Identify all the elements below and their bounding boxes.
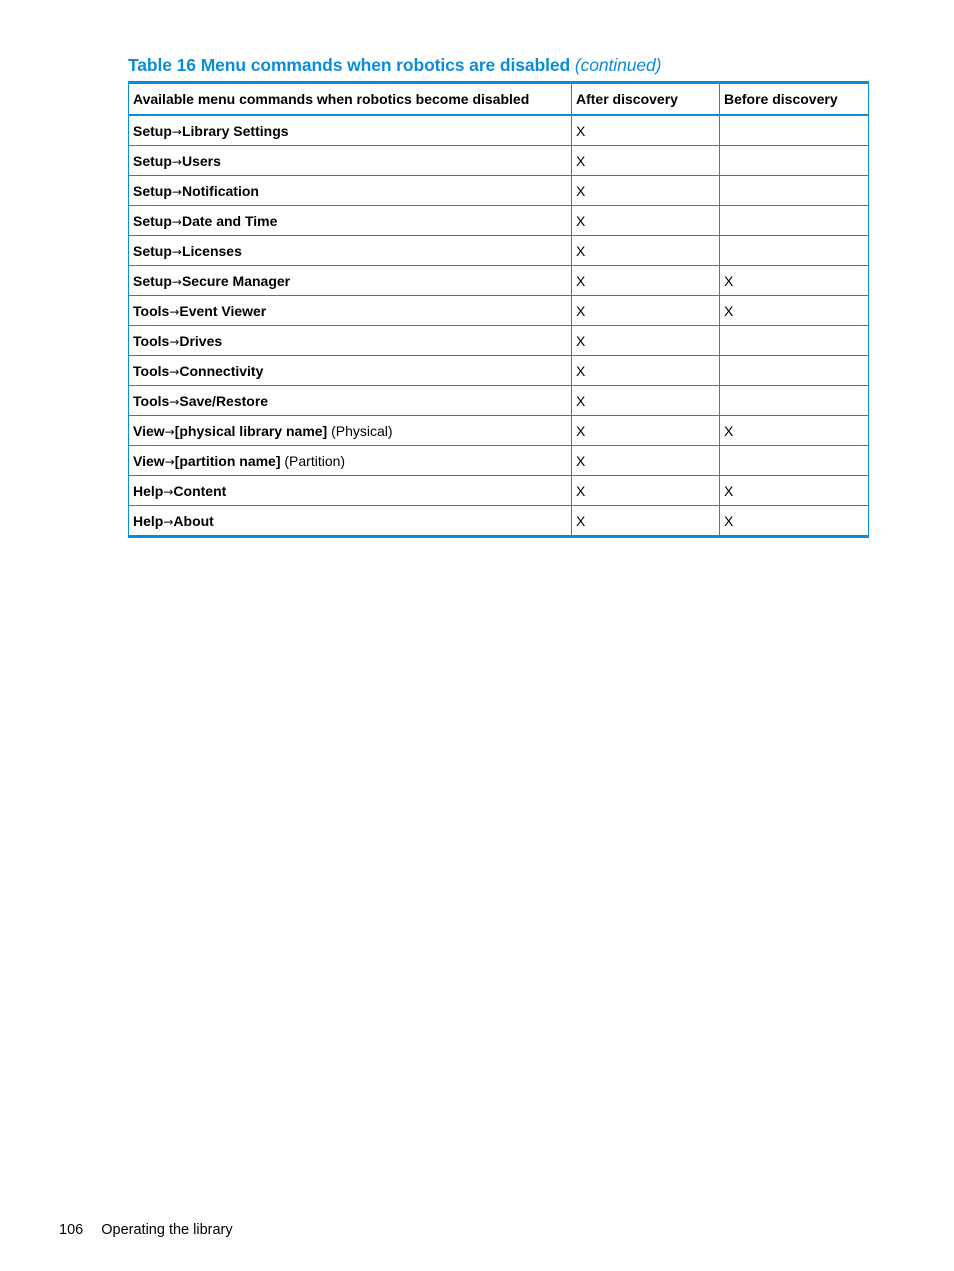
arrow-icon: → xyxy=(169,394,180,409)
before-discovery-cell xyxy=(720,356,869,386)
arrow-icon: → xyxy=(171,244,182,259)
table-row xyxy=(129,176,869,206)
before-discovery-cell xyxy=(720,326,869,356)
table-row xyxy=(129,296,869,326)
table-row xyxy=(129,115,869,146)
command-cell xyxy=(129,115,572,146)
arrow-icon: → xyxy=(171,214,182,229)
command-cell xyxy=(129,446,572,476)
table-row xyxy=(129,506,869,537)
command-item: [partition name] xyxy=(174,452,281,469)
command-item: Library Settings xyxy=(181,122,289,139)
command-item: [physical library name] xyxy=(174,422,328,439)
table-row xyxy=(129,146,869,176)
before-discovery-cell xyxy=(720,446,869,476)
command-item: Secure Manager xyxy=(181,272,291,289)
header-available-commands: Available menu commands when robotics become disabled xyxy=(129,83,572,116)
before-discovery-cell: X xyxy=(720,266,869,296)
table-caption xyxy=(128,55,661,76)
table-row xyxy=(129,476,869,506)
after-discovery-cell: X xyxy=(572,266,720,296)
header-before-discovery: Before discovery xyxy=(720,83,869,116)
command-menu: Help xyxy=(133,482,164,499)
arrow-icon: → xyxy=(164,424,175,439)
command-menu: Tools xyxy=(133,392,170,409)
before-discovery-cell xyxy=(720,146,869,176)
table-row xyxy=(129,326,869,356)
command-note: (Physical) xyxy=(327,422,393,439)
command-cell xyxy=(129,326,572,356)
command-cell xyxy=(129,296,572,326)
command-cell xyxy=(129,266,572,296)
table-caption-label: Table 16 Menu commands when robotics are disabled xyxy=(128,55,571,75)
before-discovery-cell xyxy=(720,206,869,236)
arrow-icon: → xyxy=(163,514,174,529)
command-cell xyxy=(129,386,572,416)
after-discovery-cell: X xyxy=(572,446,720,476)
command-cell xyxy=(129,506,572,537)
before-discovery-cell: X xyxy=(720,476,869,506)
command-menu: View xyxy=(133,452,165,469)
after-discovery-cell: X xyxy=(572,296,720,326)
command-item: Content xyxy=(173,482,227,499)
header-after-discovery: After discovery xyxy=(572,83,720,116)
command-menu: Tools xyxy=(133,302,170,319)
after-discovery-cell: X xyxy=(572,236,720,266)
command-item: Date and Time xyxy=(181,212,278,229)
arrow-icon: → xyxy=(164,454,175,469)
table-caption-continued: (continued) xyxy=(574,55,662,75)
after-discovery-cell: X xyxy=(572,115,720,146)
command-menu: View xyxy=(133,422,165,439)
table-row xyxy=(129,356,869,386)
command-item: Drives xyxy=(179,332,223,349)
before-discovery-cell xyxy=(720,176,869,206)
command-menu: Tools xyxy=(133,362,170,379)
page-footer xyxy=(59,1222,233,1238)
before-discovery-cell: X xyxy=(720,506,869,537)
command-cell xyxy=(129,146,572,176)
arrow-icon: → xyxy=(163,484,174,499)
command-cell xyxy=(129,416,572,446)
after-discovery-cell: X xyxy=(572,326,720,356)
command-menu: Setup xyxy=(133,122,172,139)
command-cell xyxy=(129,476,572,506)
command-item: Notification xyxy=(181,182,259,199)
command-menu: Setup xyxy=(133,152,172,169)
command-item: Event Viewer xyxy=(179,302,267,319)
arrow-icon: → xyxy=(169,334,180,349)
arrow-icon: → xyxy=(171,124,182,139)
arrow-icon: → xyxy=(171,154,182,169)
table-row xyxy=(129,266,869,296)
arrow-icon: → xyxy=(171,184,182,199)
after-discovery-cell: X xyxy=(572,386,720,416)
command-cell xyxy=(129,356,572,386)
before-discovery-cell: X xyxy=(720,416,869,446)
command-menu: Help xyxy=(133,512,164,529)
command-menu: Setup xyxy=(133,212,172,229)
after-discovery-cell: X xyxy=(572,176,720,206)
command-item: Licenses xyxy=(181,242,242,259)
footer-section-title: Operating the library xyxy=(101,1222,233,1238)
after-discovery-cell: X xyxy=(572,356,720,386)
arrow-icon: → xyxy=(171,274,182,289)
table-row xyxy=(129,416,869,446)
command-item: Users xyxy=(181,152,221,169)
table-header-row xyxy=(129,83,869,116)
table-row xyxy=(129,386,869,416)
command-menu: Setup xyxy=(133,272,172,289)
command-cell xyxy=(129,236,572,266)
command-item: Save/Restore xyxy=(179,392,269,409)
table-body xyxy=(129,115,869,537)
command-item: About xyxy=(173,512,214,529)
before-discovery-cell xyxy=(720,386,869,416)
before-discovery-cell xyxy=(720,236,869,266)
table-row xyxy=(129,446,869,476)
command-cell xyxy=(129,176,572,206)
table-row xyxy=(129,236,869,266)
after-discovery-cell: X xyxy=(572,416,720,446)
after-discovery-cell: X xyxy=(572,206,720,236)
before-discovery-cell: X xyxy=(720,296,869,326)
command-menu: Setup xyxy=(133,182,172,199)
command-cell xyxy=(129,206,572,236)
after-discovery-cell: X xyxy=(572,476,720,506)
before-discovery-cell xyxy=(720,115,869,146)
command-menu: Setup xyxy=(133,242,172,259)
arrow-icon: → xyxy=(169,304,180,319)
table-row xyxy=(129,206,869,236)
after-discovery-cell: X xyxy=(572,146,720,176)
command-menu: Tools xyxy=(133,332,170,349)
page-number: 106 xyxy=(59,1222,84,1238)
after-discovery-cell: X xyxy=(572,506,720,537)
command-note: (Partition) xyxy=(280,452,346,469)
menu-commands-table xyxy=(128,81,869,538)
arrow-icon: → xyxy=(169,364,180,379)
command-item: Connectivity xyxy=(179,362,264,379)
